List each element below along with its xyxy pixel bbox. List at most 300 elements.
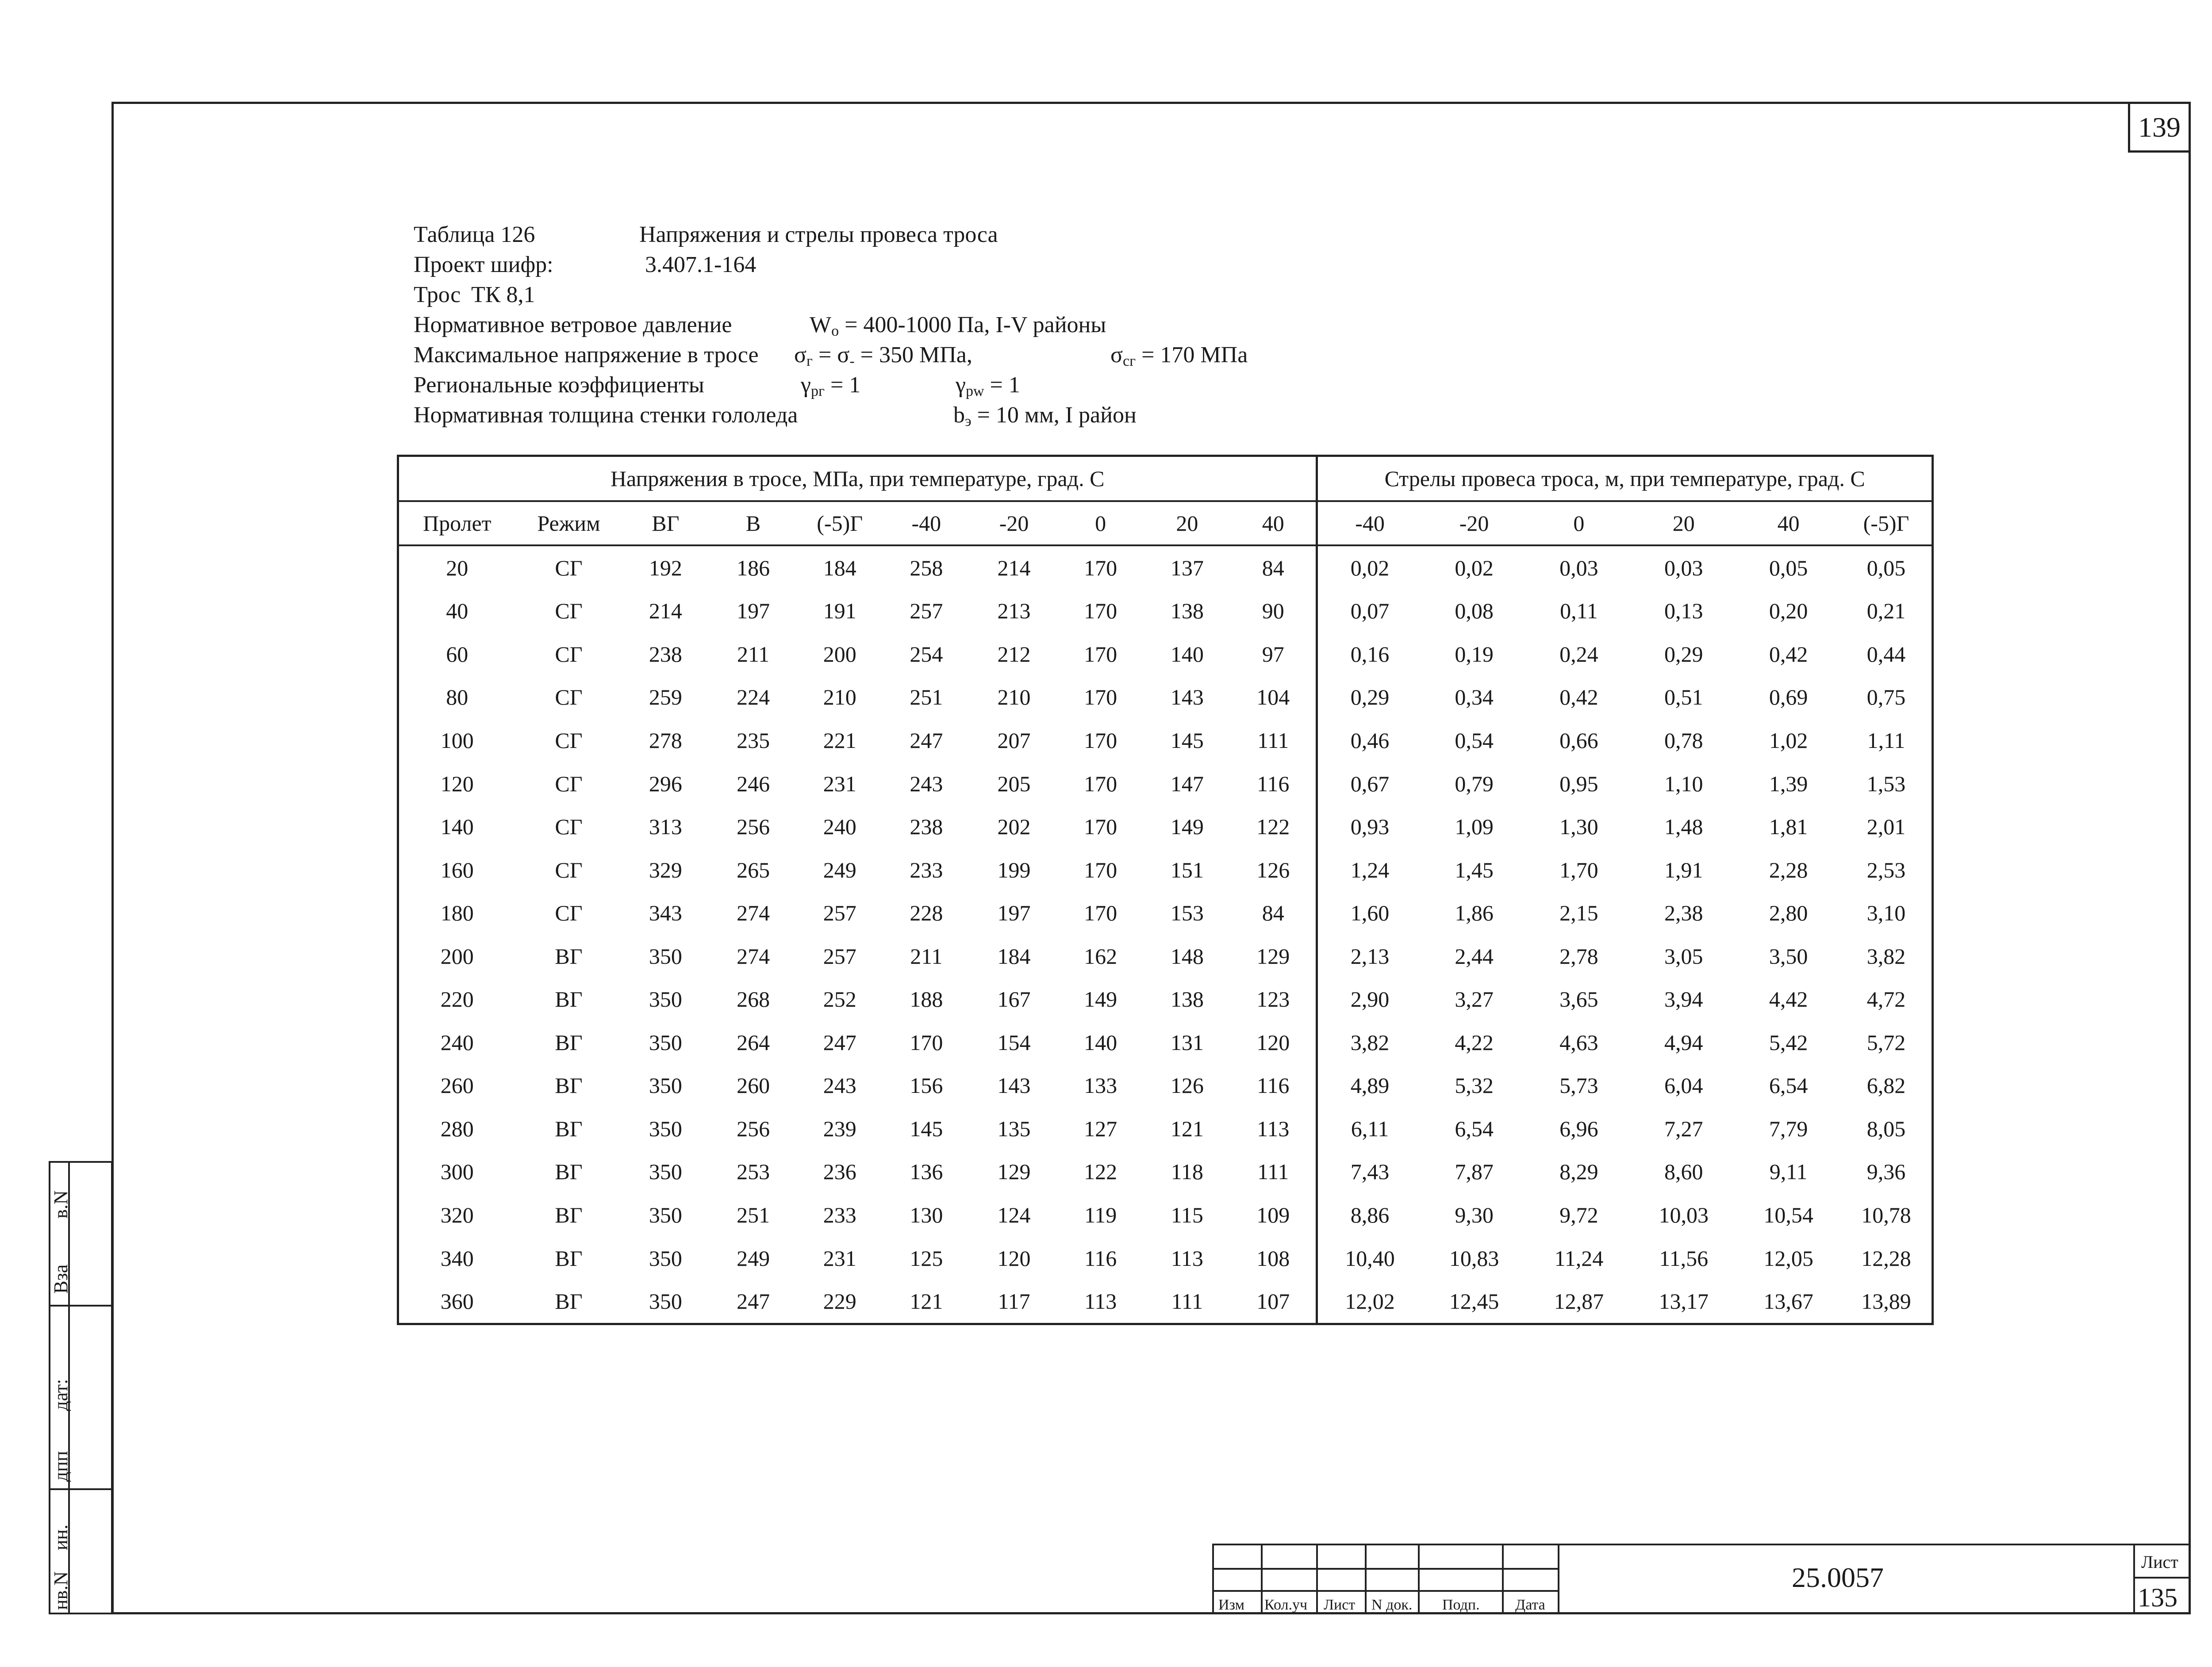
table-cell: 170 xyxy=(1084,771,1118,796)
table-cell: 170 xyxy=(1084,555,1118,580)
table-cell: 256 xyxy=(737,814,770,839)
sheet-cell-line xyxy=(2133,1577,2191,1579)
table-cell: 1,60 xyxy=(1317,891,1422,935)
table-cell: 0,29 xyxy=(1664,641,1703,667)
table-cell: СГ xyxy=(555,641,583,667)
table-cell: 80 xyxy=(446,685,469,710)
table-cell: 191 xyxy=(823,598,856,624)
table-cell: 111 xyxy=(1257,728,1289,753)
table-cell: 143 xyxy=(997,1073,1031,1098)
table-cell: 12,28 xyxy=(1861,1245,1911,1271)
table-cell: 11,24 xyxy=(1554,1245,1604,1271)
top-sheet-number: 139 xyxy=(2128,102,2191,153)
table-cell: 10,83 xyxy=(1449,1245,1499,1271)
table-cell: 249 xyxy=(737,1245,770,1271)
table-cell: 1,39 xyxy=(1769,771,1808,796)
table-cell: 350 xyxy=(649,1289,682,1314)
column-header-row xyxy=(399,501,1932,545)
table-cell: 153 xyxy=(1170,901,1204,926)
table-cell: 251 xyxy=(910,685,943,710)
cable-label: Трос xyxy=(414,282,461,307)
table-cell: 207 xyxy=(997,728,1031,753)
table-cell: 170 xyxy=(910,1030,943,1055)
gamma-rg: $\gamma_{рг} = 1$ xyxy=(801,372,861,399)
table-cell: 1,91 xyxy=(1664,857,1703,882)
table-cell: 6,11 xyxy=(1317,1107,1422,1150)
table-cell: 9,72 xyxy=(1559,1202,1598,1227)
table-cell: 1,70 xyxy=(1559,857,1598,882)
table-row xyxy=(399,1107,1932,1150)
table-cell: 260 xyxy=(737,1073,770,1098)
table-cell: 135 xyxy=(997,1116,1031,1141)
table-cell: 233 xyxy=(823,1202,856,1227)
table-cell: 205 xyxy=(997,771,1031,796)
table-cell: 138 xyxy=(1170,987,1204,1012)
table-cell: 0,79 xyxy=(1455,771,1494,796)
avg-stress: $\sigma_{сг} = 170$ МПа xyxy=(1110,342,1248,369)
table-cell: 122 xyxy=(1256,814,1290,839)
table-cell: 251 xyxy=(737,1202,770,1227)
table-cell: 231 xyxy=(823,1245,856,1271)
table-cell: 0,67 xyxy=(1317,762,1422,805)
table-cell: 2,28 xyxy=(1769,857,1808,882)
table-cell: 4,94 xyxy=(1664,1030,1703,1055)
table-cell: 1,09 xyxy=(1455,814,1494,839)
table-cell: 200 xyxy=(823,641,856,667)
table-cell: 170 xyxy=(1084,685,1118,710)
table-cell: 119 xyxy=(1084,1202,1117,1227)
table-cell: СГ xyxy=(555,555,583,580)
table-cell: 257 xyxy=(910,598,943,624)
column-header: -20 xyxy=(1422,501,1527,545)
table-cell: 143 xyxy=(1170,685,1204,710)
table-cell: 149 xyxy=(1170,814,1204,839)
table-row xyxy=(399,1150,1932,1194)
column-header: Пролет xyxy=(399,501,515,545)
label-kol-uch: Кол.уч xyxy=(1264,1597,1308,1613)
table-cell: 240 xyxy=(823,814,856,839)
table-cell: 6,54 xyxy=(1455,1116,1494,1141)
table-cell: 350 xyxy=(649,1030,682,1055)
table-cell: 10,54 xyxy=(1763,1202,1813,1227)
table-cell: 12,05 xyxy=(1763,1245,1813,1271)
table-cell: ВГ xyxy=(555,1116,583,1141)
table-cell: 235 xyxy=(737,728,770,753)
table-cell: 0,69 xyxy=(1769,685,1808,710)
table-row xyxy=(399,632,1932,676)
table-cell: 10,78 xyxy=(1861,1202,1911,1227)
table-cell: 258 xyxy=(910,555,943,580)
table-cell: 2,38 xyxy=(1664,901,1703,926)
table-cell: 200 xyxy=(440,943,474,969)
table-cell: 170 xyxy=(1084,901,1118,926)
table-cell: 8,29 xyxy=(1559,1159,1598,1184)
table-cell: 3,50 xyxy=(1769,943,1808,969)
table-cell: 257 xyxy=(823,901,856,926)
table-cell: 104 xyxy=(1256,685,1290,710)
table-cell: 121 xyxy=(1170,1116,1204,1141)
table-cell: 350 xyxy=(649,987,682,1012)
table-cell: 220 xyxy=(440,987,474,1012)
table-cell: 9,36 xyxy=(1866,1159,1906,1184)
table-cell: 243 xyxy=(823,1073,856,1098)
table-row xyxy=(399,848,1932,892)
table-cell: 0,21 xyxy=(1866,598,1906,624)
table-cell: 213 xyxy=(997,598,1031,624)
table-cell: 240 xyxy=(440,1030,474,1055)
table-cell: 162 xyxy=(1084,943,1118,969)
table-cell: 117 xyxy=(998,1289,1030,1314)
table-cell: 1,45 xyxy=(1455,857,1494,882)
table-cell: 2,01 xyxy=(1866,814,1906,839)
table-cell: 10,40 xyxy=(1317,1237,1422,1280)
gamma-pw: $\gamma_{pw} = 1$ xyxy=(956,372,1020,399)
table-cell: 7,27 xyxy=(1664,1116,1703,1141)
table-cell: 12,45 xyxy=(1449,1289,1499,1314)
table-cell: 1,02 xyxy=(1769,728,1808,753)
table-cell: 0,93 xyxy=(1317,805,1422,848)
table-cell: 0,34 xyxy=(1455,685,1494,710)
table-cell: 5,73 xyxy=(1559,1073,1598,1098)
table-cell: 13,67 xyxy=(1763,1289,1813,1314)
table-cell: 3,82 xyxy=(1317,1021,1422,1064)
table-cell: 4,72 xyxy=(1866,987,1906,1012)
table-cell: 329 xyxy=(649,857,682,882)
table-row xyxy=(399,1237,1932,1280)
table-title: Напряжения и стрелы провеса троса xyxy=(639,222,998,247)
table-cell: 0,13 xyxy=(1664,598,1703,624)
table-cell: 253 xyxy=(737,1159,770,1184)
table-cell: 3,10 xyxy=(1866,901,1906,926)
table-cell: 156 xyxy=(910,1073,943,1098)
table-cell: 126 xyxy=(1256,857,1290,882)
table-cell: 147 xyxy=(1170,771,1204,796)
table-cell: 137 xyxy=(1170,555,1204,580)
table-cell: 1,30 xyxy=(1559,814,1598,839)
title-block xyxy=(1212,1544,2191,1614)
table-cell: 211 xyxy=(910,943,943,969)
table-cell: 170 xyxy=(1084,728,1118,753)
table-cell: 296 xyxy=(649,771,682,796)
table-cell: 111 xyxy=(1171,1289,1203,1314)
table-cell: 167 xyxy=(997,987,1031,1012)
table-cell: 202 xyxy=(997,814,1031,839)
table-cell: 360 xyxy=(440,1289,474,1314)
table-cell: СГ xyxy=(555,857,583,882)
table-cell: 12,87 xyxy=(1554,1289,1604,1314)
table-row xyxy=(399,719,1932,762)
table-cell: 340 xyxy=(440,1245,474,1271)
table-label: Таблица 126 xyxy=(414,222,535,247)
table-cell: 6,04 xyxy=(1664,1073,1703,1098)
table-cell: 265 xyxy=(737,857,770,882)
strip-podp: дпп xyxy=(50,1451,72,1482)
table-cell: 108 xyxy=(1256,1245,1290,1271)
table-cell: 238 xyxy=(649,641,682,667)
table-cell: 10,03 xyxy=(1659,1202,1709,1227)
table-cell: 8,05 xyxy=(1866,1116,1906,1141)
table-cell: 197 xyxy=(997,901,1031,926)
table-cell: 0,03 xyxy=(1664,555,1703,580)
table-cell: 2,44 xyxy=(1455,943,1494,969)
table-cell: 197 xyxy=(737,598,770,624)
table-cell: 84 xyxy=(1262,555,1284,580)
table-cell: 170 xyxy=(1084,857,1118,882)
table-row xyxy=(399,676,1932,719)
table-cell: СГ xyxy=(555,771,583,796)
label-data: Дата xyxy=(1515,1597,1545,1613)
table-cell: 1,48 xyxy=(1664,814,1703,839)
table-cell: 145 xyxy=(910,1116,943,1141)
table-row xyxy=(399,590,1932,633)
table-cell: 0,05 xyxy=(1866,555,1906,580)
regional-label: Региональные коэффициенты xyxy=(414,372,704,398)
table-cell: 350 xyxy=(649,1116,682,1141)
max-stress: $\sigma_г = \sigma_- = 350$ МПа, xyxy=(794,342,972,369)
table-cell: 184 xyxy=(823,555,856,580)
table-cell: 113 xyxy=(1171,1245,1203,1271)
table-row xyxy=(399,1021,1932,1064)
table-cell: 116 xyxy=(1084,1245,1117,1271)
table-cell: 145 xyxy=(1170,728,1204,753)
table-cell: 350 xyxy=(649,1073,682,1098)
table-cell: 124 xyxy=(997,1202,1031,1227)
table-cell: 129 xyxy=(1256,943,1290,969)
table-cell: 254 xyxy=(910,641,943,667)
table-cell: 84 xyxy=(1262,901,1284,926)
table-row xyxy=(399,805,1932,848)
table-cell: 238 xyxy=(910,814,943,839)
rev-grid-col-5 xyxy=(1502,1544,1504,1614)
table-cell: 3,82 xyxy=(1866,943,1906,969)
table-cell: ВГ xyxy=(555,943,583,969)
table-cell: 121 xyxy=(910,1289,943,1314)
table-cell: 2,13 xyxy=(1317,935,1422,978)
table-cell: 4,42 xyxy=(1769,987,1808,1012)
table-cell: 6,96 xyxy=(1559,1116,1598,1141)
table-row xyxy=(399,545,1932,590)
column-header: 40 xyxy=(1736,501,1841,545)
table-cell: 7,87 xyxy=(1455,1159,1494,1184)
table-cell: ВГ xyxy=(555,987,583,1012)
table-cell: 350 xyxy=(649,1159,682,1184)
document-code: 25.0057 xyxy=(1792,1562,1884,1593)
table-cell: 97 xyxy=(1262,641,1284,667)
table-cell: 113 xyxy=(1257,1116,1290,1141)
table-cell: 274 xyxy=(737,943,770,969)
strip-vzam: Вза xyxy=(50,1264,72,1294)
table-cell: 300 xyxy=(440,1159,474,1184)
table-cell: 8,60 xyxy=(1664,1159,1703,1184)
table-cell: 0,05 xyxy=(1769,555,1808,580)
table-cell: 246 xyxy=(737,771,770,796)
table-cell: 1,11 xyxy=(1867,728,1905,753)
table-cell: 0,42 xyxy=(1559,685,1598,710)
column-header: (-5)Г xyxy=(1841,501,1932,545)
table-cell: 229 xyxy=(823,1289,856,1314)
strip-line-1 xyxy=(49,1305,113,1307)
table-cell: 280 xyxy=(440,1116,474,1141)
wind-pressure: $W_о = 400-1000$ Па, I-V районы xyxy=(810,312,1106,339)
table-cell: 257 xyxy=(823,943,856,969)
table-cell: 113 xyxy=(1084,1289,1117,1314)
table-cell: СГ xyxy=(555,728,583,753)
table-cell: 0,42 xyxy=(1769,641,1808,667)
table-cell: 120 xyxy=(1256,1030,1290,1055)
sheet-number: 135 xyxy=(2138,1583,2177,1612)
table-cell: ВГ xyxy=(555,1289,583,1314)
table-cell: 12,02 xyxy=(1317,1280,1422,1323)
table-cell: 0,29 xyxy=(1317,676,1422,719)
column-header: 20 xyxy=(1144,501,1231,545)
project-code: 3.407.1-164 xyxy=(645,252,757,277)
label-list: Лист xyxy=(1324,1597,1356,1613)
table-cell: 252 xyxy=(823,987,856,1012)
table-cell: 170 xyxy=(1084,641,1118,667)
table-cell: 313 xyxy=(649,814,682,839)
table-cell: 3,27 xyxy=(1455,987,1494,1012)
column-header: 40 xyxy=(1230,501,1317,545)
table-cell: 148 xyxy=(1170,943,1204,969)
table-cell: 5,32 xyxy=(1455,1073,1494,1098)
table-cell: 236 xyxy=(823,1159,856,1184)
table-cell: 0,51 xyxy=(1664,685,1703,710)
table-cell: 6,82 xyxy=(1866,1073,1906,1098)
table-cell: 127 xyxy=(1084,1116,1118,1141)
table-cell: 186 xyxy=(737,555,770,580)
table-cell: 2,78 xyxy=(1559,943,1598,969)
column-header: Режим xyxy=(515,501,622,545)
label-n-dok: N док. xyxy=(1371,1597,1413,1613)
table-cell: 188 xyxy=(910,987,943,1012)
table-cell: 0,78 xyxy=(1664,728,1703,753)
table-cell: 13,17 xyxy=(1659,1289,1709,1314)
table-cell: 0,46 xyxy=(1317,719,1422,762)
table-cell: 160 xyxy=(440,857,474,882)
table-cell: 118 xyxy=(1171,1159,1203,1184)
rev-grid-line-1 xyxy=(1212,1568,1559,1570)
label-izm: Изм xyxy=(1218,1597,1245,1613)
table-cell: 9,30 xyxy=(1455,1202,1494,1227)
table-cell: 5,42 xyxy=(1769,1030,1808,1055)
table-cell: 350 xyxy=(649,1245,682,1271)
table-cell: 2,80 xyxy=(1769,901,1808,926)
table-cell: 5,72 xyxy=(1866,1030,1906,1055)
table-cell: 0,54 xyxy=(1455,728,1494,753)
table-cell: 123 xyxy=(1256,987,1290,1012)
strip-vzam-n: в.N xyxy=(50,1190,72,1219)
table-cell: 320 xyxy=(440,1202,474,1227)
table-row xyxy=(399,1193,1932,1237)
strip-inv: ин. xyxy=(50,1524,72,1550)
table-cell: 212 xyxy=(997,641,1031,667)
table-cell: 214 xyxy=(997,555,1031,580)
group-header-sag: Стрелы провеса троса, м, при температуре, град. С xyxy=(1317,457,1932,501)
rev-grid-line-2 xyxy=(1212,1590,1559,1592)
table-cell: ВГ xyxy=(555,1073,583,1098)
table-cell: 116 xyxy=(1257,771,1290,796)
table-cell: 192 xyxy=(649,555,682,580)
rev-grid-col-4 xyxy=(1418,1544,1420,1614)
table-cell: 2,15 xyxy=(1559,901,1598,926)
table-cell: 259 xyxy=(649,685,682,710)
table-cell: 0,11 xyxy=(1560,598,1598,624)
table-cell: 224 xyxy=(737,685,770,710)
table-cell: 149 xyxy=(1084,987,1118,1012)
table-cell: 264 xyxy=(737,1030,770,1055)
table-cell: 247 xyxy=(910,728,943,753)
group-header-stress: Напряжения в тросе, МПа, при температуре, град. С xyxy=(399,457,1317,501)
table-cell: 3,65 xyxy=(1559,987,1598,1012)
table-cell: 4,89 xyxy=(1317,1064,1422,1108)
column-header: 0 xyxy=(1057,501,1144,545)
strip-line-2 xyxy=(49,1488,113,1490)
table-cell: 0,19 xyxy=(1455,641,1494,667)
rev-grid-col-1 xyxy=(1261,1544,1263,1614)
table-cell: 20 xyxy=(446,555,469,580)
table-cell: 2,90 xyxy=(1317,977,1422,1021)
table-cell: 0,02 xyxy=(1317,545,1422,590)
table-cell: 120 xyxy=(997,1245,1031,1271)
table-cell: 256 xyxy=(737,1116,770,1141)
table-cell: 131 xyxy=(1170,1030,1204,1055)
table-cell: 2,53 xyxy=(1866,857,1906,882)
binding-strip xyxy=(49,1161,113,1614)
table-cell: 126 xyxy=(1170,1073,1204,1098)
table-cell: 0,03 xyxy=(1559,555,1598,580)
table-cell: 180 xyxy=(440,901,474,926)
table-cell: ВГ xyxy=(555,1245,583,1271)
table-cell: 7,79 xyxy=(1769,1116,1808,1141)
table-cell: 107 xyxy=(1256,1289,1290,1314)
table-cell: 278 xyxy=(649,728,682,753)
table-cell: 210 xyxy=(823,685,856,710)
table-cell: 4,63 xyxy=(1559,1030,1598,1055)
table-cell: 3,05 xyxy=(1664,943,1703,969)
stress-sag-table xyxy=(399,457,1932,1323)
table-cell: 140 xyxy=(440,814,474,839)
table-cell: ВГ xyxy=(555,1159,583,1184)
table-body xyxy=(399,545,1932,1323)
wind-label: Нормативное ветровое давление xyxy=(414,312,732,337)
table-cell: 0,66 xyxy=(1559,728,1598,753)
strip-inv-n: нв.N xyxy=(50,1571,72,1610)
strip-date: дат: xyxy=(50,1379,72,1411)
table-cell: 11,56 xyxy=(1659,1245,1709,1271)
table-cell: 350 xyxy=(649,1202,682,1227)
table-cell: 1,10 xyxy=(1664,771,1703,796)
table-cell: 233 xyxy=(910,857,943,882)
table-cell: 0,75 xyxy=(1866,685,1906,710)
table-cell: ВГ xyxy=(555,1030,583,1055)
table-cell: 90 xyxy=(1262,598,1284,624)
table-cell: 116 xyxy=(1257,1073,1290,1098)
column-header: -20 xyxy=(971,501,1057,545)
table-cell: 343 xyxy=(649,901,682,926)
table-cell: 239 xyxy=(823,1116,856,1141)
column-header: ВГ xyxy=(622,501,709,545)
column-header: 0 xyxy=(1527,501,1632,545)
table-cell: 4,22 xyxy=(1455,1030,1494,1055)
table-cell: 247 xyxy=(823,1030,856,1055)
table-cell: 122 xyxy=(1084,1159,1118,1184)
table-cell: 0,16 xyxy=(1317,632,1422,676)
table-row xyxy=(399,762,1932,805)
column-header: (-5)Г xyxy=(798,501,882,545)
table-cell: 125 xyxy=(910,1245,943,1271)
table-cell: 0,24 xyxy=(1559,641,1598,667)
stress-label: Максимальное напряжение в тросе xyxy=(414,342,759,368)
